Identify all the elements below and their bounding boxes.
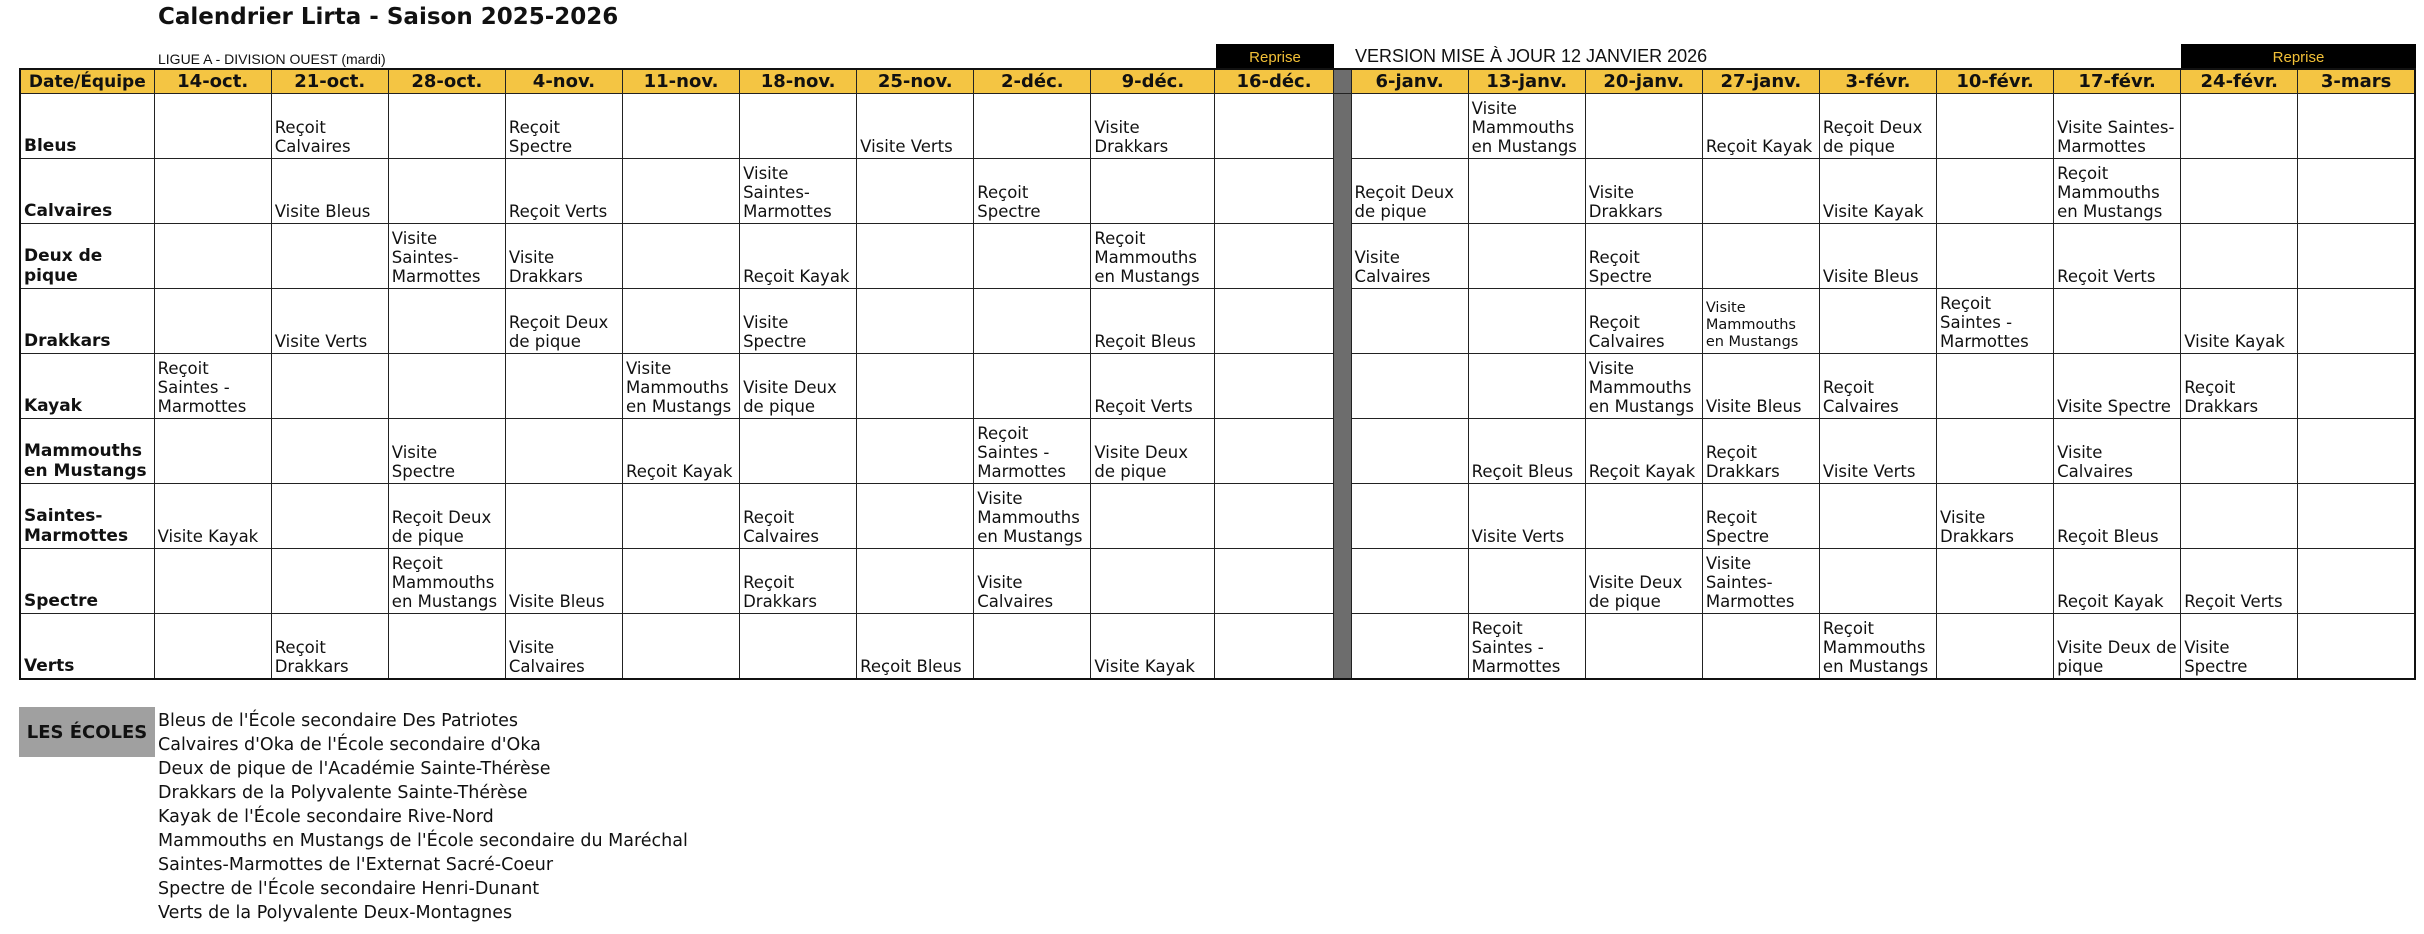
game-cell: Reçoit Bleus bbox=[1468, 419, 1585, 484]
game-cell: Visite Saintes-Marmottes bbox=[740, 159, 857, 224]
date-header: 20-janv. bbox=[1585, 69, 1702, 94]
game-cell bbox=[388, 354, 505, 419]
game-cell: Visite Mammouths en Mustangs bbox=[974, 484, 1091, 549]
game-cell bbox=[271, 484, 388, 549]
game-cell bbox=[622, 484, 739, 549]
game-cell bbox=[740, 94, 857, 159]
team-name: Spectre bbox=[20, 549, 154, 614]
game-cell bbox=[2181, 224, 2298, 289]
game-cell bbox=[622, 289, 739, 354]
table-row bbox=[20, 224, 2415, 289]
game-cell: Visite Drakkars bbox=[1091, 94, 1215, 159]
game-cell bbox=[1468, 354, 1585, 419]
game-cell bbox=[1351, 614, 1468, 680]
game-cell bbox=[154, 549, 271, 614]
school-item: Verts de la Polyvalente Deux-Montagnes bbox=[158, 903, 513, 923]
table-row bbox=[20, 354, 2415, 419]
game-cell bbox=[1468, 224, 1585, 289]
game-cell: Reçoit Spectre bbox=[505, 94, 622, 159]
schools-list bbox=[158, 709, 688, 925]
game-cell bbox=[388, 289, 505, 354]
game-cell: Visite Kayak bbox=[2181, 289, 2298, 354]
game-cell bbox=[2298, 224, 2415, 289]
game-cell bbox=[154, 419, 271, 484]
game-cell bbox=[1351, 94, 1468, 159]
game-cell: Visite Mammouths en Mustangs bbox=[1585, 354, 1702, 419]
game-cell bbox=[1215, 549, 1333, 614]
game-cell bbox=[388, 94, 505, 159]
game-cell bbox=[1585, 94, 1702, 159]
game-cell bbox=[1215, 484, 1333, 549]
game-cell: Reçoit Mammouths en Mustangs bbox=[388, 549, 505, 614]
game-cell bbox=[1091, 159, 1215, 224]
game-cell: Reçoit Verts bbox=[1091, 354, 1215, 419]
game-cell bbox=[740, 614, 857, 680]
game-cell: Reçoit Kayak bbox=[1702, 94, 1819, 159]
game-cell bbox=[857, 159, 974, 224]
date-header: 13-janv. bbox=[1468, 69, 1585, 94]
game-cell bbox=[1585, 484, 1702, 549]
game-cell bbox=[1819, 484, 1936, 549]
game-cell bbox=[1468, 549, 1585, 614]
game-cell bbox=[2298, 354, 2415, 419]
date-header: 10-févr. bbox=[1937, 69, 2054, 94]
game-cell: Visite Saintes-Marmottes bbox=[1702, 549, 1819, 614]
game-cell bbox=[154, 614, 271, 680]
game-cell bbox=[1215, 354, 1333, 419]
game-cell bbox=[974, 224, 1091, 289]
game-cell bbox=[271, 419, 388, 484]
game-cell: Visite Spectre bbox=[2181, 614, 2298, 680]
game-cell bbox=[154, 94, 271, 159]
game-cell bbox=[1937, 419, 2054, 484]
game-cell: Reçoit Verts bbox=[2181, 549, 2298, 614]
game-cell bbox=[1937, 159, 2054, 224]
game-cell: Visite Drakkars bbox=[505, 224, 622, 289]
game-cell bbox=[2181, 419, 2298, 484]
team-name: Drakkars bbox=[20, 289, 154, 354]
game-cell: Visite Deux de pique bbox=[740, 354, 857, 419]
game-cell: Reçoit Kayak bbox=[2054, 549, 2181, 614]
team-name: Verts bbox=[20, 614, 154, 680]
holiday-separator bbox=[1333, 94, 1351, 680]
school-item: Mammouths en Mustangs de l'École secondaire du Maréchal bbox=[158, 831, 688, 851]
game-cell bbox=[622, 159, 739, 224]
game-cell bbox=[974, 289, 1091, 354]
date-header: 27-janv. bbox=[1702, 69, 1819, 94]
game-cell bbox=[1351, 289, 1468, 354]
game-cell: Visite Verts bbox=[857, 94, 974, 159]
game-cell: Visite Bleus bbox=[505, 549, 622, 614]
game-cell bbox=[2181, 94, 2298, 159]
school-item: Calvaires d'Oka de l'École secondaire d'Oka bbox=[158, 735, 541, 755]
schedule-table bbox=[19, 68, 2416, 680]
game-cell: Visite Bleus bbox=[271, 159, 388, 224]
game-cell bbox=[1091, 549, 1215, 614]
date-header: 18-nov. bbox=[740, 69, 857, 94]
game-cell bbox=[1468, 289, 1585, 354]
game-cell bbox=[740, 419, 857, 484]
game-cell bbox=[2298, 484, 2415, 549]
team-name: Bleus bbox=[20, 94, 154, 159]
game-cell: Reçoit Drakkars bbox=[1702, 419, 1819, 484]
game-cell bbox=[2181, 484, 2298, 549]
date-header: 14-oct. bbox=[154, 69, 271, 94]
game-cell bbox=[2181, 159, 2298, 224]
game-cell bbox=[622, 94, 739, 159]
game-cell bbox=[1702, 159, 1819, 224]
game-cell: Reçoit Spectre bbox=[1585, 224, 1702, 289]
date-header: 17-févr. bbox=[2054, 69, 2181, 94]
date-header: 9-déc. bbox=[1091, 69, 1215, 94]
reprise-banner-1: Reprise bbox=[1216, 44, 1334, 68]
game-cell: Reçoit Saintes - Marmottes bbox=[974, 419, 1091, 484]
schools-label: LES ÉCOLES bbox=[19, 707, 155, 757]
date-header: 21-oct. bbox=[271, 69, 388, 94]
game-cell bbox=[505, 354, 622, 419]
game-cell: Visite Mammouths en Mustangs bbox=[622, 354, 739, 419]
game-cell: Visite Drakkars bbox=[1937, 484, 2054, 549]
game-cell bbox=[857, 224, 974, 289]
game-cell: Reçoit Bleus bbox=[2054, 484, 2181, 549]
game-cell bbox=[1351, 484, 1468, 549]
school-item: Kayak de l'École secondaire Rive-Nord bbox=[158, 807, 494, 827]
game-cell: Visite Verts bbox=[271, 289, 388, 354]
game-cell bbox=[1702, 614, 1819, 680]
game-cell bbox=[505, 484, 622, 549]
game-cell: Visite Calvaires bbox=[2054, 419, 2181, 484]
game-cell: Reçoit Drakkars bbox=[271, 614, 388, 680]
game-cell: Reçoit Calvaires bbox=[740, 484, 857, 549]
date-header: 3-mars bbox=[2298, 69, 2415, 94]
date-header: 28-oct. bbox=[388, 69, 505, 94]
school-item: Saintes-Marmottes de l'Externat Sacré-Coeur bbox=[158, 855, 554, 875]
game-cell: Reçoit Kayak bbox=[740, 224, 857, 289]
game-cell bbox=[1351, 549, 1468, 614]
game-cell bbox=[154, 159, 271, 224]
date-header: 16-déc. bbox=[1215, 69, 1333, 94]
game-cell bbox=[1937, 354, 2054, 419]
game-cell: Reçoit Mammouths en Mustangs bbox=[1091, 224, 1215, 289]
table-row bbox=[20, 484, 2415, 549]
team-name: Mammouths en Mustangs bbox=[20, 419, 154, 484]
game-cell bbox=[857, 549, 974, 614]
game-cell: Visite Calvaires bbox=[1351, 224, 1468, 289]
game-cell: Visite Spectre bbox=[2054, 354, 2181, 419]
game-cell bbox=[2298, 419, 2415, 484]
date-header: 24-févr. bbox=[2181, 69, 2298, 94]
game-cell bbox=[1351, 419, 1468, 484]
game-cell bbox=[2298, 614, 2415, 680]
game-cell: Reçoit Kayak bbox=[622, 419, 739, 484]
corner-header: Date/Équipe bbox=[20, 69, 154, 94]
game-cell bbox=[388, 614, 505, 680]
game-cell bbox=[1937, 549, 2054, 614]
page-title: Calendrier Lirta - Saison 2025-2026 bbox=[158, 4, 619, 30]
league-subtitle: LIGUE A - DIVISION OUEST (mardi) bbox=[158, 51, 386, 67]
game-cell: Visite Kayak bbox=[154, 484, 271, 549]
game-cell: Reçoit Verts bbox=[2054, 224, 2181, 289]
game-cell bbox=[1585, 614, 1702, 680]
game-cell bbox=[622, 549, 739, 614]
game-cell: Visite Saintes-Marmottes bbox=[388, 224, 505, 289]
game-cell bbox=[1215, 289, 1333, 354]
team-name: Kayak bbox=[20, 354, 154, 419]
school-item: Drakkars de la Polyvalente Sainte-Thérèse bbox=[158, 783, 528, 803]
date-header: 3-févr. bbox=[1819, 69, 1936, 94]
game-cell: Reçoit Drakkars bbox=[2181, 354, 2298, 419]
game-cell: Visite Deux de pique bbox=[1585, 549, 1702, 614]
table-row bbox=[20, 289, 2415, 354]
game-cell: Visite Deux de pique bbox=[1091, 419, 1215, 484]
date-header: 6-janv. bbox=[1351, 69, 1468, 94]
game-cell bbox=[1702, 224, 1819, 289]
game-cell bbox=[974, 354, 1091, 419]
game-cell bbox=[1937, 224, 2054, 289]
game-cell bbox=[2298, 94, 2415, 159]
game-cell: Visite Spectre bbox=[388, 419, 505, 484]
game-cell: Visite Verts bbox=[1819, 419, 1936, 484]
date-header: 2-déc. bbox=[974, 69, 1091, 94]
game-cell: Reçoit Deux de pique bbox=[388, 484, 505, 549]
date-header: 4-nov. bbox=[505, 69, 622, 94]
game-cell: Visite Deux de pique bbox=[2054, 614, 2181, 680]
game-cell: Visite Drakkars bbox=[1585, 159, 1702, 224]
game-cell bbox=[622, 614, 739, 680]
game-cell bbox=[1819, 289, 1936, 354]
game-cell: Visite Bleus bbox=[1819, 224, 1936, 289]
game-cell bbox=[505, 419, 622, 484]
game-cell bbox=[1215, 614, 1333, 680]
game-cell: Visite Kayak bbox=[1091, 614, 1215, 680]
school-item: Deux de pique de l'Académie Sainte-Thérèse bbox=[158, 759, 551, 779]
game-cell: Reçoit Spectre bbox=[974, 159, 1091, 224]
game-cell: Reçoit Kayak bbox=[1585, 419, 1702, 484]
game-cell bbox=[622, 224, 739, 289]
holiday-separator bbox=[1333, 69, 1351, 94]
game-cell: Reçoit Verts bbox=[505, 159, 622, 224]
game-cell bbox=[974, 614, 1091, 680]
game-cell bbox=[1468, 159, 1585, 224]
game-cell: Reçoit Calvaires bbox=[1585, 289, 1702, 354]
header-row bbox=[20, 69, 2415, 94]
table-row bbox=[20, 159, 2415, 224]
game-cell bbox=[2298, 549, 2415, 614]
game-cell: Reçoit Bleus bbox=[857, 614, 974, 680]
game-cell: Reçoit Deux de pique bbox=[1351, 159, 1468, 224]
game-cell bbox=[154, 224, 271, 289]
game-cell bbox=[974, 94, 1091, 159]
game-cell: Reçoit Mammouths en Mustangs bbox=[2054, 159, 2181, 224]
table-row bbox=[20, 419, 2415, 484]
game-cell: Visite Mammouths en Mustangs bbox=[1702, 289, 1819, 354]
game-cell bbox=[857, 484, 974, 549]
game-cell: Reçoit Saintes - Marmottes bbox=[1937, 289, 2054, 354]
date-header: 25-nov. bbox=[857, 69, 974, 94]
game-cell bbox=[1351, 354, 1468, 419]
school-item: Spectre de l'École secondaire Henri-Dunant bbox=[158, 879, 540, 899]
game-cell: Reçoit Drakkars bbox=[740, 549, 857, 614]
game-cell bbox=[857, 289, 974, 354]
table-row bbox=[20, 549, 2415, 614]
game-cell bbox=[2054, 289, 2181, 354]
game-cell: Visite Calvaires bbox=[505, 614, 622, 680]
game-cell bbox=[1937, 94, 2054, 159]
game-cell bbox=[2298, 289, 2415, 354]
game-cell: Reçoit Calvaires bbox=[1819, 354, 1936, 419]
game-cell bbox=[2298, 159, 2415, 224]
game-cell bbox=[1937, 614, 2054, 680]
team-name: Calvaires bbox=[20, 159, 154, 224]
game-cell bbox=[857, 419, 974, 484]
game-cell: Reçoit Saintes - Marmottes bbox=[1468, 614, 1585, 680]
game-cell bbox=[1819, 549, 1936, 614]
game-cell bbox=[1091, 484, 1215, 549]
game-cell bbox=[271, 354, 388, 419]
version-note: VERSION MISE À JOUR 12 JANVIER 2026 bbox=[1355, 46, 1708, 66]
school-item: Bleus de l'École secondaire Des Patriotes bbox=[158, 711, 519, 731]
table-row bbox=[20, 614, 2415, 680]
game-cell bbox=[1215, 94, 1333, 159]
game-cell: Reçoit Spectre bbox=[1702, 484, 1819, 549]
game-cell: Reçoit Deux de pique bbox=[1819, 94, 1936, 159]
date-header: 11-nov. bbox=[622, 69, 739, 94]
team-name: Deux de pique bbox=[20, 224, 154, 289]
game-cell: Reçoit Bleus bbox=[1091, 289, 1215, 354]
game-cell: Visite Mammouths en Mustangs bbox=[1468, 94, 1585, 159]
game-cell bbox=[388, 159, 505, 224]
game-cell bbox=[271, 224, 388, 289]
reprise-banner-2: Reprise bbox=[2181, 44, 2416, 68]
game-cell bbox=[271, 549, 388, 614]
game-cell bbox=[154, 289, 271, 354]
team-name: Saintes-Marmottes bbox=[20, 484, 154, 549]
game-cell bbox=[1215, 224, 1333, 289]
game-cell: Visite Saintes-Marmottes bbox=[2054, 94, 2181, 159]
game-cell: Visite Kayak bbox=[1819, 159, 1936, 224]
game-cell: Reçoit Deux de pique bbox=[505, 289, 622, 354]
game-cell: Reçoit Saintes - Marmottes bbox=[154, 354, 271, 419]
game-cell: Visite Verts bbox=[1468, 484, 1585, 549]
game-cell: Reçoit Mammouths en Mustangs bbox=[1819, 614, 1936, 680]
game-cell: Visite Bleus bbox=[1702, 354, 1819, 419]
game-cell bbox=[857, 354, 974, 419]
game-cell: Visite Spectre bbox=[740, 289, 857, 354]
game-cell bbox=[1215, 159, 1333, 224]
game-cell bbox=[1215, 419, 1333, 484]
table-row bbox=[20, 94, 2415, 159]
game-cell: Reçoit Calvaires bbox=[271, 94, 388, 159]
game-cell: Visite Calvaires bbox=[974, 549, 1091, 614]
